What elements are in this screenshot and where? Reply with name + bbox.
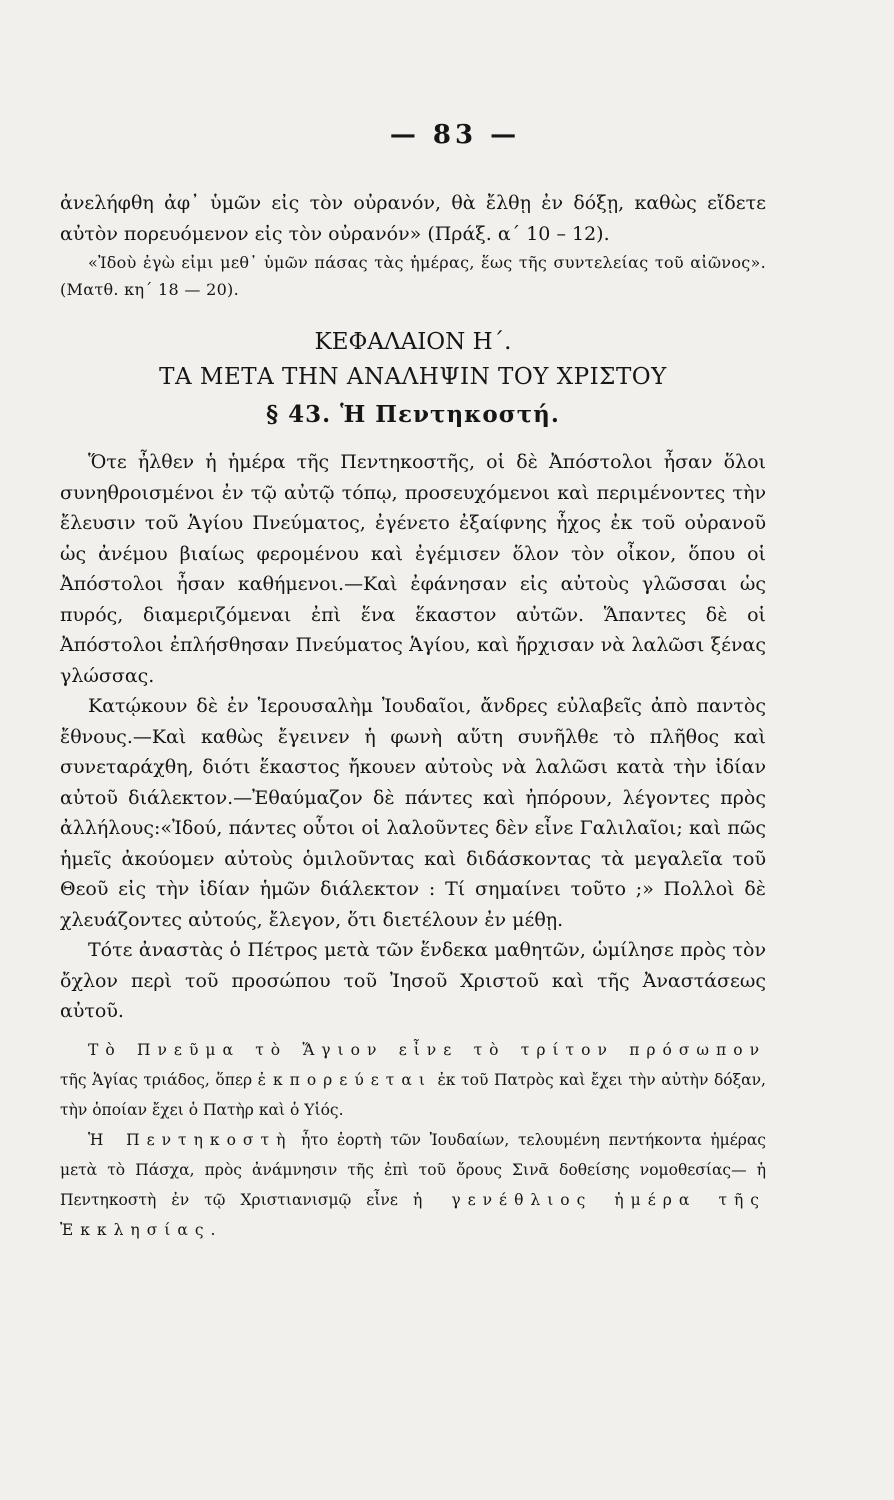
paragraph-crowd-amazed: Κατῴκουν δὲ ἐν Ἱερουσαλὴμ Ἰουδαῖοι, ἄνδρες εὐλαβεῖς ἀπὸ παντὸς ἔθνους.—Καὶ καθὼς ἔγεινεν ἡ φωνὴ αὕτη συνῆλθε τὸ πλῆθος καὶ συνεταράχθη, διότι ἕκαστος ἤκουεν αὐτοὺς νὰ λαλῶσι κατὰ τὴν ἰδίαν αὐτοῦ διάλεκτον.—Ἐθαύμαζον δὲ πάντες καὶ ἠπόρουν, λέγοντες πρὸς ἀλλήλους:«Ἰδού, πάντες οὗτοι οἱ λαλοῦντες δὲν εἶνε Γαλιλαῖοι; καὶ πῶς ἡμεῖς ἀκούομεν αὐτοὺς ὁμιλοῦντας καὶ διδάσκοντας τὰ μεγαλεῖα τοῦ Θεοῦ εἰς τὴν ἰδίαν ἡμῶν διάλεκτον : Τί σημαίνει τοῦτο ;» Πολλοὶ δὲ χλευάζοντες αὐτούς, ἔλεγον, ὅτι διετέλουν ἐν μέθῃ.: [60, 695, 766, 931]
section-heading: § 43. Ἡ Πεντηκοστή.: [266, 401, 560, 428]
note-text: ἐκ τοῦ Πατρὸς καὶ ἔχει τὴν αὐτὴν δόξαν, τὴν ὁποίαν ἔχει ὁ Πατὴρ καὶ ὁ Υἱός.: [60, 1070, 766, 1119]
chapter-subtitle: ΤΑ ΜΕΤΑ ΤΗΝ ΑΝΑΛΗΨΙΝ ΤΟΥ ΧΡΙΣΤΟΥ: [159, 364, 667, 390]
note-emphasis: ἡ γενέθλιος ἡμέρα τῆς Ἐκκλησίας.: [60, 1190, 766, 1239]
footnote-pentecost: [60, 1125, 766, 1245]
note-emphasis: Τὸ Πνεῦμα τὸ Ἅγιον εἶνε τὸ τρίτον πρόσωπον: [88, 1040, 766, 1059]
page-content: [60, 120, 766, 1245]
note-text: τῆς Ἁγίας τριάδος, ὅπερ: [60, 1070, 258, 1089]
intro-quote-matthew: «Ἰδοὺ ἐγὼ εἰμι μεθ᾽ ὑμῶν πάσας τὰς ἡμέρας, ἕως τῆς συντελείας τοῦ αἰῶνος». (Ματθ. κη΄ 18 — 20).: [60, 253, 766, 299]
chapter-title: ΚΕΦΑΛΑΙΟΝ Η΄.: [314, 329, 512, 355]
footnote-holy-spirit: [60, 1035, 766, 1125]
page-number: — 83 —: [389, 120, 521, 150]
note-emphasis: ἐκπορεύεται: [257, 1070, 432, 1089]
note-text: ἦτο ἑορτὴ τῶν Ἰουδαίων, τελουμένη πεντήκοντα ἡμέρας μετὰ τὸ Πάσχα, πρὸς ἀνάμνησιν τῆς ἐπὶ τοῦ ὄρους Σινᾶ δοθείσης νομοθεσίας— ἡ Πεντηκοστὴ ἐν τῷ Χριστιανισμῷ εἶνε: [60, 1130, 766, 1209]
note-emphasis: Ἡ Πεντηκοστὴ: [88, 1130, 293, 1149]
paragraph-peter-speech: Τότε ἀναστὰς ὁ Πέτρος μετὰ τῶν ἕνδεκα μαθητῶν, ὡμίλησε πρὸς τὸν ὄχλον περὶ τοῦ προσώπου τοῦ Ἰησοῦ Χριστοῦ καὶ τῆς Ἀναστάσεως αὐτοῦ.: [60, 939, 766, 1022]
paragraph-pentecost-event: Ὅτε ἦλθεν ἡ ἡμέρα τῆς Πεντηκοστῆς, οἱ δὲ Ἀπόστολοι ἦσαν ὅλοι συνηθροισμένοι ἐν τῷ αὐτῷ τόπῳ, προσευχόμενοι καὶ περιμένοντες τὴν ἔλευσιν τοῦ Ἁγίου Πνεύματος, ἐγένετο ἐξαίφνης ἦχος ἐκ τοῦ οὐρανοῦ ὡς ἀνέμου βιαίως φερομένου καὶ ἐγέμισεν ὅλον τὸν οἶκον, ὅπου οἱ Ἀπόστολοι ἦσαν καθήμενοι.—Καὶ ἐφάνησαν εἰς αὐτοὺς γλῶσσαι ὡς πυρός, διαμεριζόμεναι ἐπὶ ἕνα ἕκαστον αὐτῶν. Ἅπαντες δὲ οἱ Ἀπόστολοι ἐπλήσθησαν Πνεύματος Ἁγίου, καὶ ἤρχισαν νὰ λαλῶσι ξένας γλώσσας.: [60, 451, 766, 687]
intro-quote-acts: ἀνελήφθη ἀφ᾽ ὑμῶν εἰς τὸν οὐρανόν, θὰ ἔλθῃ ἐν δόξῃ, καθὼς εἴδετε αὐτὸν πορευόμενον εἰς τὸν οὐρανόν» (Πράξ. α΄ 10 – 12).: [60, 192, 766, 245]
